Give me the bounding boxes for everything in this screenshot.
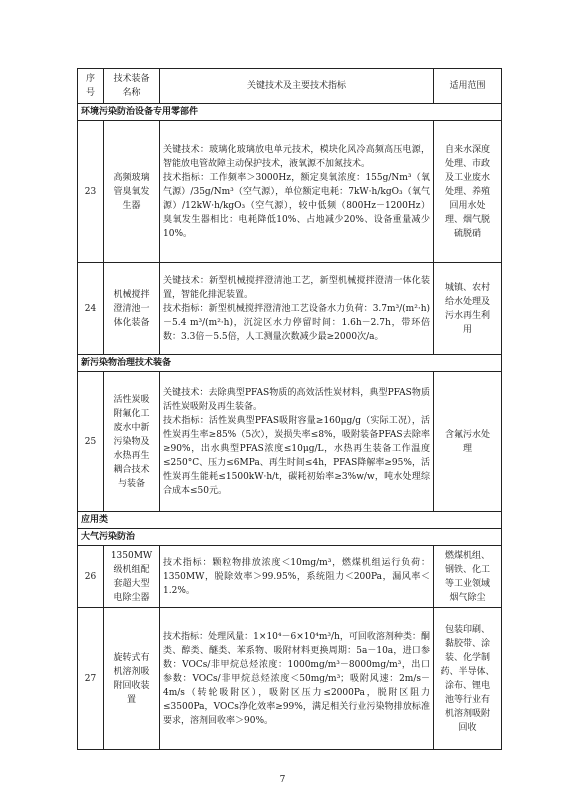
text-line: 回用水处 — [449, 200, 486, 211]
text-line: 体化装备 — [113, 317, 150, 328]
row-scope — [434, 608, 502, 750]
row-tech — [160, 372, 434, 512]
text-line: 涂布、锂电 — [444, 680, 490, 691]
page-number: 7 — [279, 775, 286, 785]
text-line: 给水处理及 — [444, 296, 490, 307]
text-line: 号 — [85, 88, 95, 98]
text-line: 技术指标：活性炭典型PFAS吸附容量≥160μg/g（实际工况），活性炭再生率≥85%（5次），炭损失率≤8%，吸附装备PFAS去除率≥90%，出水典型PFAS浓度≤10μg/L，水热再生装备工作温度≤250°C、压力≤6MPa、再生时间≤4h，PFAS降解率≥95%，活性炭再生能耗≤1500kW·h/t，碳耗初始率≥3%w/w，吨水处理综合成本≤50元。 — [163, 415, 430, 496]
header-tech: 关键技术及主要技术指标 — [160, 69, 434, 104]
text-line: 附回收装 — [113, 680, 150, 691]
text-line: 与装备 — [117, 478, 145, 489]
text-line: 技术指标：新型机械搅拌澄清池工艺设备水力负荷：3.7m³/(m²·h)－5.4 m³/(m²·h)，沉淀区水力停留时间：1.6h－2.7h，带环倍数：3.3倍－5.5倍，人工测量次数减少最≥2000次/a。 — [163, 303, 430, 342]
text-line: 药、半导体、 — [440, 666, 495, 677]
text-line: 黏胶带、涂 — [444, 638, 490, 649]
row-scope — [434, 263, 502, 355]
text-line: 理、烟气脱 — [444, 214, 490, 225]
text-line: 池等行业有 — [444, 694, 490, 705]
text-line: 高频玻璃 — [113, 172, 150, 183]
text-line: 及工业废水 — [444, 172, 490, 183]
text-line: 关键技术：玻璃化玻璃放电单元技术，模块化风冷高频高压电源，智能放电管故障主动保护技术，液氧源不加氮技术。 — [163, 144, 430, 169]
text-line: 机溶剂吸附 — [444, 708, 490, 719]
row-name — [104, 372, 160, 512]
text-line: 自来水深度 — [444, 144, 490, 155]
table-row — [78, 263, 502, 355]
section-row — [78, 529, 502, 546]
text-line: 用 — [462, 324, 472, 335]
section-row — [78, 104, 502, 121]
section-title-app: 应用类 — [78, 512, 502, 529]
text-line: 装、化学制 — [444, 652, 490, 663]
text-line: 技术指标：工作频率＞3000Hz，额定臭氧浓度：155g/Nm³（氧气源）/35g/Nm³（空气源），单位额定电耗：7kW·h/kgO₃（氧气源）/12kW·h/kgO₃（空气源），较中低频（800Hz－1200Hz）臭氧发生器相比：电耗降低10%、占地减少20%、设备重量减少10%。 — [163, 172, 430, 239]
text-line: 关键技术：去除典型PFAS物质的高效活性炭材料，典型PFAS物质活性炭吸附及再生装备。 — [163, 387, 430, 412]
text-line: 包装印刷、 — [444, 624, 490, 635]
text-line: 序 — [85, 74, 95, 84]
text-line: 燃煤机组、 — [444, 550, 490, 561]
text-line: 机溶剂吸 — [113, 666, 150, 677]
row-scope — [434, 121, 502, 263]
text-line: 澄清池一 — [113, 303, 150, 314]
text-line: 含氟污水处 — [444, 429, 490, 440]
text-line: 处理、市政 — [444, 158, 490, 169]
table-header-row — [78, 69, 502, 104]
text-line: 电除尘器 — [113, 592, 150, 603]
row-name — [104, 263, 160, 355]
text-line: 污水再生利 — [444, 310, 490, 321]
text-line: 回收 — [458, 722, 477, 733]
text-line: 机械搅拌 — [113, 289, 150, 300]
row-name — [104, 546, 160, 608]
text-line: 活性炭吸 — [113, 394, 150, 405]
section-title-air: 大气污染防治 — [78, 529, 502, 546]
text-line: 硫脱硝 — [453, 228, 481, 239]
text-line: 管臭氧发 — [113, 186, 150, 197]
table-row — [78, 121, 502, 263]
row-tech — [160, 263, 434, 355]
text-line: 技术装备 — [113, 74, 150, 84]
row-no: 27 — [78, 608, 104, 750]
text-line: 附氟化工 — [113, 408, 150, 419]
text-line: 关键技术：新型机械搅拌澄清池工艺，新型机械搅拌澄清一体化装置，智能化排泥装置。 — [163, 275, 430, 300]
header-scope: 适用范围 — [434, 69, 502, 104]
text-line: 废水中新 — [113, 422, 150, 433]
text-line: 烟气除尘 — [449, 592, 486, 603]
row-no: 25 — [78, 372, 104, 512]
row-no: 26 — [78, 546, 104, 608]
row-tech — [160, 546, 434, 608]
section-title-new: 新污染物治理技术装备 — [78, 355, 502, 372]
table-row — [78, 546, 502, 608]
text-line: 技术指标：处理风量：1×10⁴－6×10⁴m³/h，可回收溶剂种类：酮类、醇类、醚类、苯系物、吸附材料更换周期：5a－10a，进口参数：VOCs/非甲烷总烃浓度：1000mg/m³－8000mg/m³，出口参数：VOCs/非甲烷总烃浓度＜50mg/m³；吸附风速：2m/s－4m/s（转轮吸附区），吸附区压力≤2000Pa，脱附区阻力≤3500Pa，VOCs净化效率≥99%，满足相关行业污染物排放标准要求，溶剂回收率＞90%。 — [163, 631, 430, 726]
header-no — [78, 69, 104, 104]
table-row — [78, 608, 502, 750]
text-line: 理 — [462, 443, 472, 454]
text-line: 置 — [126, 694, 136, 705]
text-line: 套超大型 — [113, 578, 150, 589]
text-line: 名称 — [122, 88, 141, 98]
text-line: 技术指标：颗粒物排放浓度＜10mg/m³，燃煤机组运行负荷：1350MW，脱除效率＞99.95%，系统阻力＜200Pa，漏风率＜1.2%。 — [163, 557, 430, 596]
row-name — [104, 608, 160, 750]
row-tech — [160, 608, 434, 750]
text-line: 水热再生 — [113, 450, 150, 461]
text-line: 城镇、农村 — [444, 282, 490, 293]
text-line: 生器 — [122, 200, 141, 211]
header-name — [104, 69, 160, 104]
row-tech — [160, 121, 434, 263]
text-line: 级机组配 — [113, 564, 150, 575]
text-line: 污染物及 — [113, 436, 150, 447]
text-line: 旋转式有 — [113, 652, 150, 663]
text-line: 耦合技术 — [113, 464, 150, 475]
row-scope — [434, 546, 502, 608]
section-row — [78, 512, 502, 529]
row-no: 23 — [78, 121, 104, 263]
text-line: 处理、养殖 — [444, 186, 490, 197]
text-line: 等工业领域 — [444, 578, 490, 589]
technology-table — [77, 68, 502, 750]
row-name — [104, 121, 160, 263]
row-no: 24 — [78, 263, 104, 355]
text-line: 1350MW — [110, 550, 153, 561]
text-line: 钢铁、化工 — [444, 564, 490, 575]
table-row — [78, 372, 502, 512]
row-scope — [434, 372, 502, 512]
section-row — [78, 355, 502, 372]
section-title-env: 环境污染防治设备专用零部件 — [78, 104, 502, 121]
